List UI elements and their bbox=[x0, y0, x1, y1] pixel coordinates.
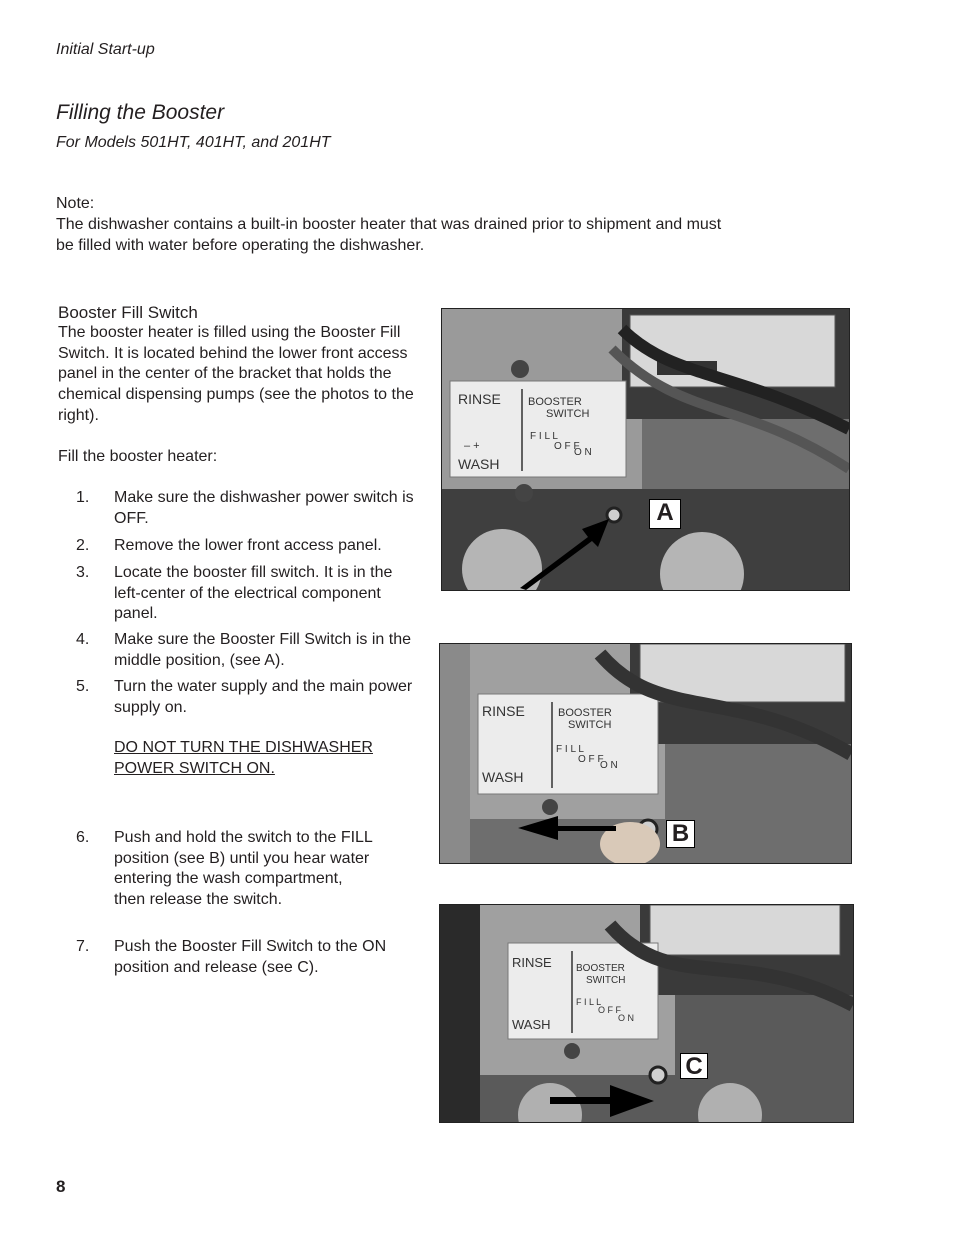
section-heading: Booster Fill Switch bbox=[58, 303, 198, 322]
fill-label: F I L L bbox=[556, 744, 584, 755]
booster-label: BOOSTER bbox=[558, 707, 612, 719]
step-text: Push and hold the switch to the FILL position (see B) until you hear water entering the wash compartment, then release the switch. bbox=[114, 829, 373, 909]
rinse-label: RINSE bbox=[512, 955, 552, 970]
wash-label: WASH bbox=[512, 1017, 551, 1032]
switch-label: SWITCH bbox=[568, 719, 612, 731]
booster-label: BOOSTER bbox=[576, 963, 625, 974]
page-number: 8 bbox=[56, 1177, 66, 1196]
note-text: The dishwasher contains a built-in booster heater that was drained prior to shipment and must be filled with water before operating the dishwasher. bbox=[56, 216, 722, 254]
section-intro: The booster heater is filled using the Booster Fill Switch. It is located behind the lower front access panel in the center of the bracket that holds the chemical dispensing pumps (see the photos to the right). bbox=[58, 324, 414, 424]
photo-c-illustration bbox=[440, 905, 853, 1122]
callout-a: A bbox=[649, 499, 681, 529]
on-label: O N bbox=[574, 447, 592, 458]
page-title: Filling the Booster bbox=[56, 101, 225, 124]
step-text: Make sure the dishwasher power switch is OFF. bbox=[114, 489, 414, 527]
rinse-label: RINSE bbox=[458, 391, 501, 407]
rinse-label: RINSE bbox=[482, 703, 525, 719]
callout-c: C bbox=[680, 1053, 708, 1079]
step-number: 3. bbox=[76, 564, 90, 581]
on-label: O N bbox=[600, 760, 618, 771]
minus-plus-label: – + bbox=[464, 440, 480, 452]
off-label: O F F bbox=[578, 754, 604, 765]
wash-label: WASH bbox=[458, 456, 500, 472]
photo-b-illustration bbox=[440, 644, 851, 863]
booster-label: BOOSTER bbox=[528, 396, 582, 408]
booster-fill-section bbox=[58, 303, 423, 467]
step-text: Locate the booster fill switch. It is in the left-center of the electrical component panel. bbox=[114, 564, 393, 623]
section-lead: Fill the booster heater: bbox=[58, 447, 218, 465]
photo-a bbox=[441, 308, 850, 591]
step-number: 2. bbox=[76, 537, 90, 554]
section-header: Initial Start-up bbox=[56, 41, 155, 58]
step-number: 7. bbox=[76, 938, 90, 955]
step-number: 6. bbox=[76, 829, 90, 846]
off-label: O F F bbox=[554, 441, 580, 452]
step-main-text: Turn the water supply and the main power supply on. bbox=[114, 678, 413, 716]
step-text: Remove the lower front access panel. bbox=[114, 537, 382, 554]
switch-label: SWITCH bbox=[546, 408, 590, 420]
fill-label: F I L L bbox=[576, 997, 602, 1007]
step-text bbox=[114, 677, 420, 780]
callout-b: B bbox=[666, 820, 695, 848]
power-switch-warning: DO NOT TURN THE DISHWASHER POWER SWITCH ON. bbox=[114, 739, 373, 778]
note-label: Note: bbox=[56, 195, 95, 212]
step-number: 1. bbox=[76, 489, 90, 506]
wash-label: WASH bbox=[482, 769, 524, 785]
photo-a-illustration bbox=[442, 309, 849, 590]
switch-label: SWITCH bbox=[586, 975, 626, 986]
step-number: 5. bbox=[76, 678, 90, 695]
step-number: 4. bbox=[76, 631, 90, 648]
note-block bbox=[56, 193, 736, 256]
step-text: Make sure the Booster Fill Switch is in the middle position, (see A). bbox=[114, 631, 412, 669]
step-text: Push the Booster Fill Switch to the ON position and release (see C). bbox=[114, 938, 387, 976]
fill-label: F I L L bbox=[530, 431, 558, 442]
page-subtitle: For Models 501HT, 401HT, and 201HT bbox=[56, 134, 331, 151]
photo-c bbox=[439, 904, 854, 1123]
photo-b bbox=[439, 643, 852, 864]
off-label: O F F bbox=[598, 1005, 621, 1015]
on-label: O N bbox=[618, 1013, 635, 1023]
